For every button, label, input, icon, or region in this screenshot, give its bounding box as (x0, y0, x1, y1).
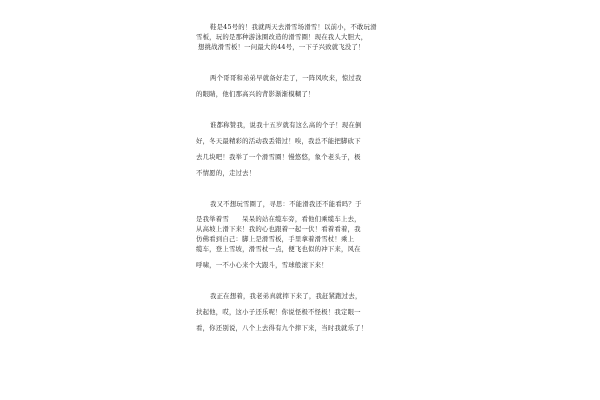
text-line: 鞋是45号的！我就两天去滑雪场滑雪！以前小，不敢玩滑 (210, 23, 377, 31)
text-line: 呼啸，一不小心来个大跟斗，雪球般滚下来！ (196, 261, 328, 269)
text-line: 是我举着雪 呆呆的站在缆车旁，看他们乘缆车上去， (196, 215, 361, 223)
text-line: 两个哥哥和弟弟早就备好走了，一阵风吹来，惊过我 (210, 74, 362, 82)
text-line: 的眼睛，他们那高兴的背影渐渐模糊了！ (196, 90, 315, 98)
text-line: 我正在想着，我老弟真就摔下来了，我赶紧跑过去， (210, 292, 362, 300)
text-line: 缆车，登上雪坡，滑雪杖一点，便飞也似的冲下来，风在 (196, 245, 361, 253)
text-line: 从高坡上滑下来！我的心也跟着一起一伏！看着看着，我 (196, 225, 361, 233)
text-line: 去几块吧！我举了一个滑雪圈！慢悠悠，象个老头子，极 (196, 153, 361, 161)
text-line: 谁都称赞我，说我十五岁就有这么高的个子！现在倒 (210, 121, 362, 129)
text-line: 雪板，玩的是那种游泳圈改造的滑雪圈！现在我人大胆大， (196, 33, 368, 41)
text-line: 我又不想玩雪圈了，寻思：不能滑我还不能看吗？于 (210, 200, 362, 208)
text-line: 仿佛看到自己：脚上是滑雪板，手里拿着滑雪杖！乘上 (196, 235, 355, 243)
text-line: 好，冬天最精彩的活动我丢错过！唉，我总不能把脚砍下 (196, 137, 361, 145)
text-line: 扶起他，哎，这小子还乐呢！你说怪极不怪极！我定眼一 (196, 308, 361, 316)
text-line: 想挑战滑雪板！一问最大的44号，一下子兴致就飞没了！ (198, 43, 365, 51)
text-line: 看，你还别说，八个上去得有九个摔下来，当时我就乐了！ (196, 324, 368, 332)
text-line: 不情愿的，走过去！ (196, 169, 256, 177)
